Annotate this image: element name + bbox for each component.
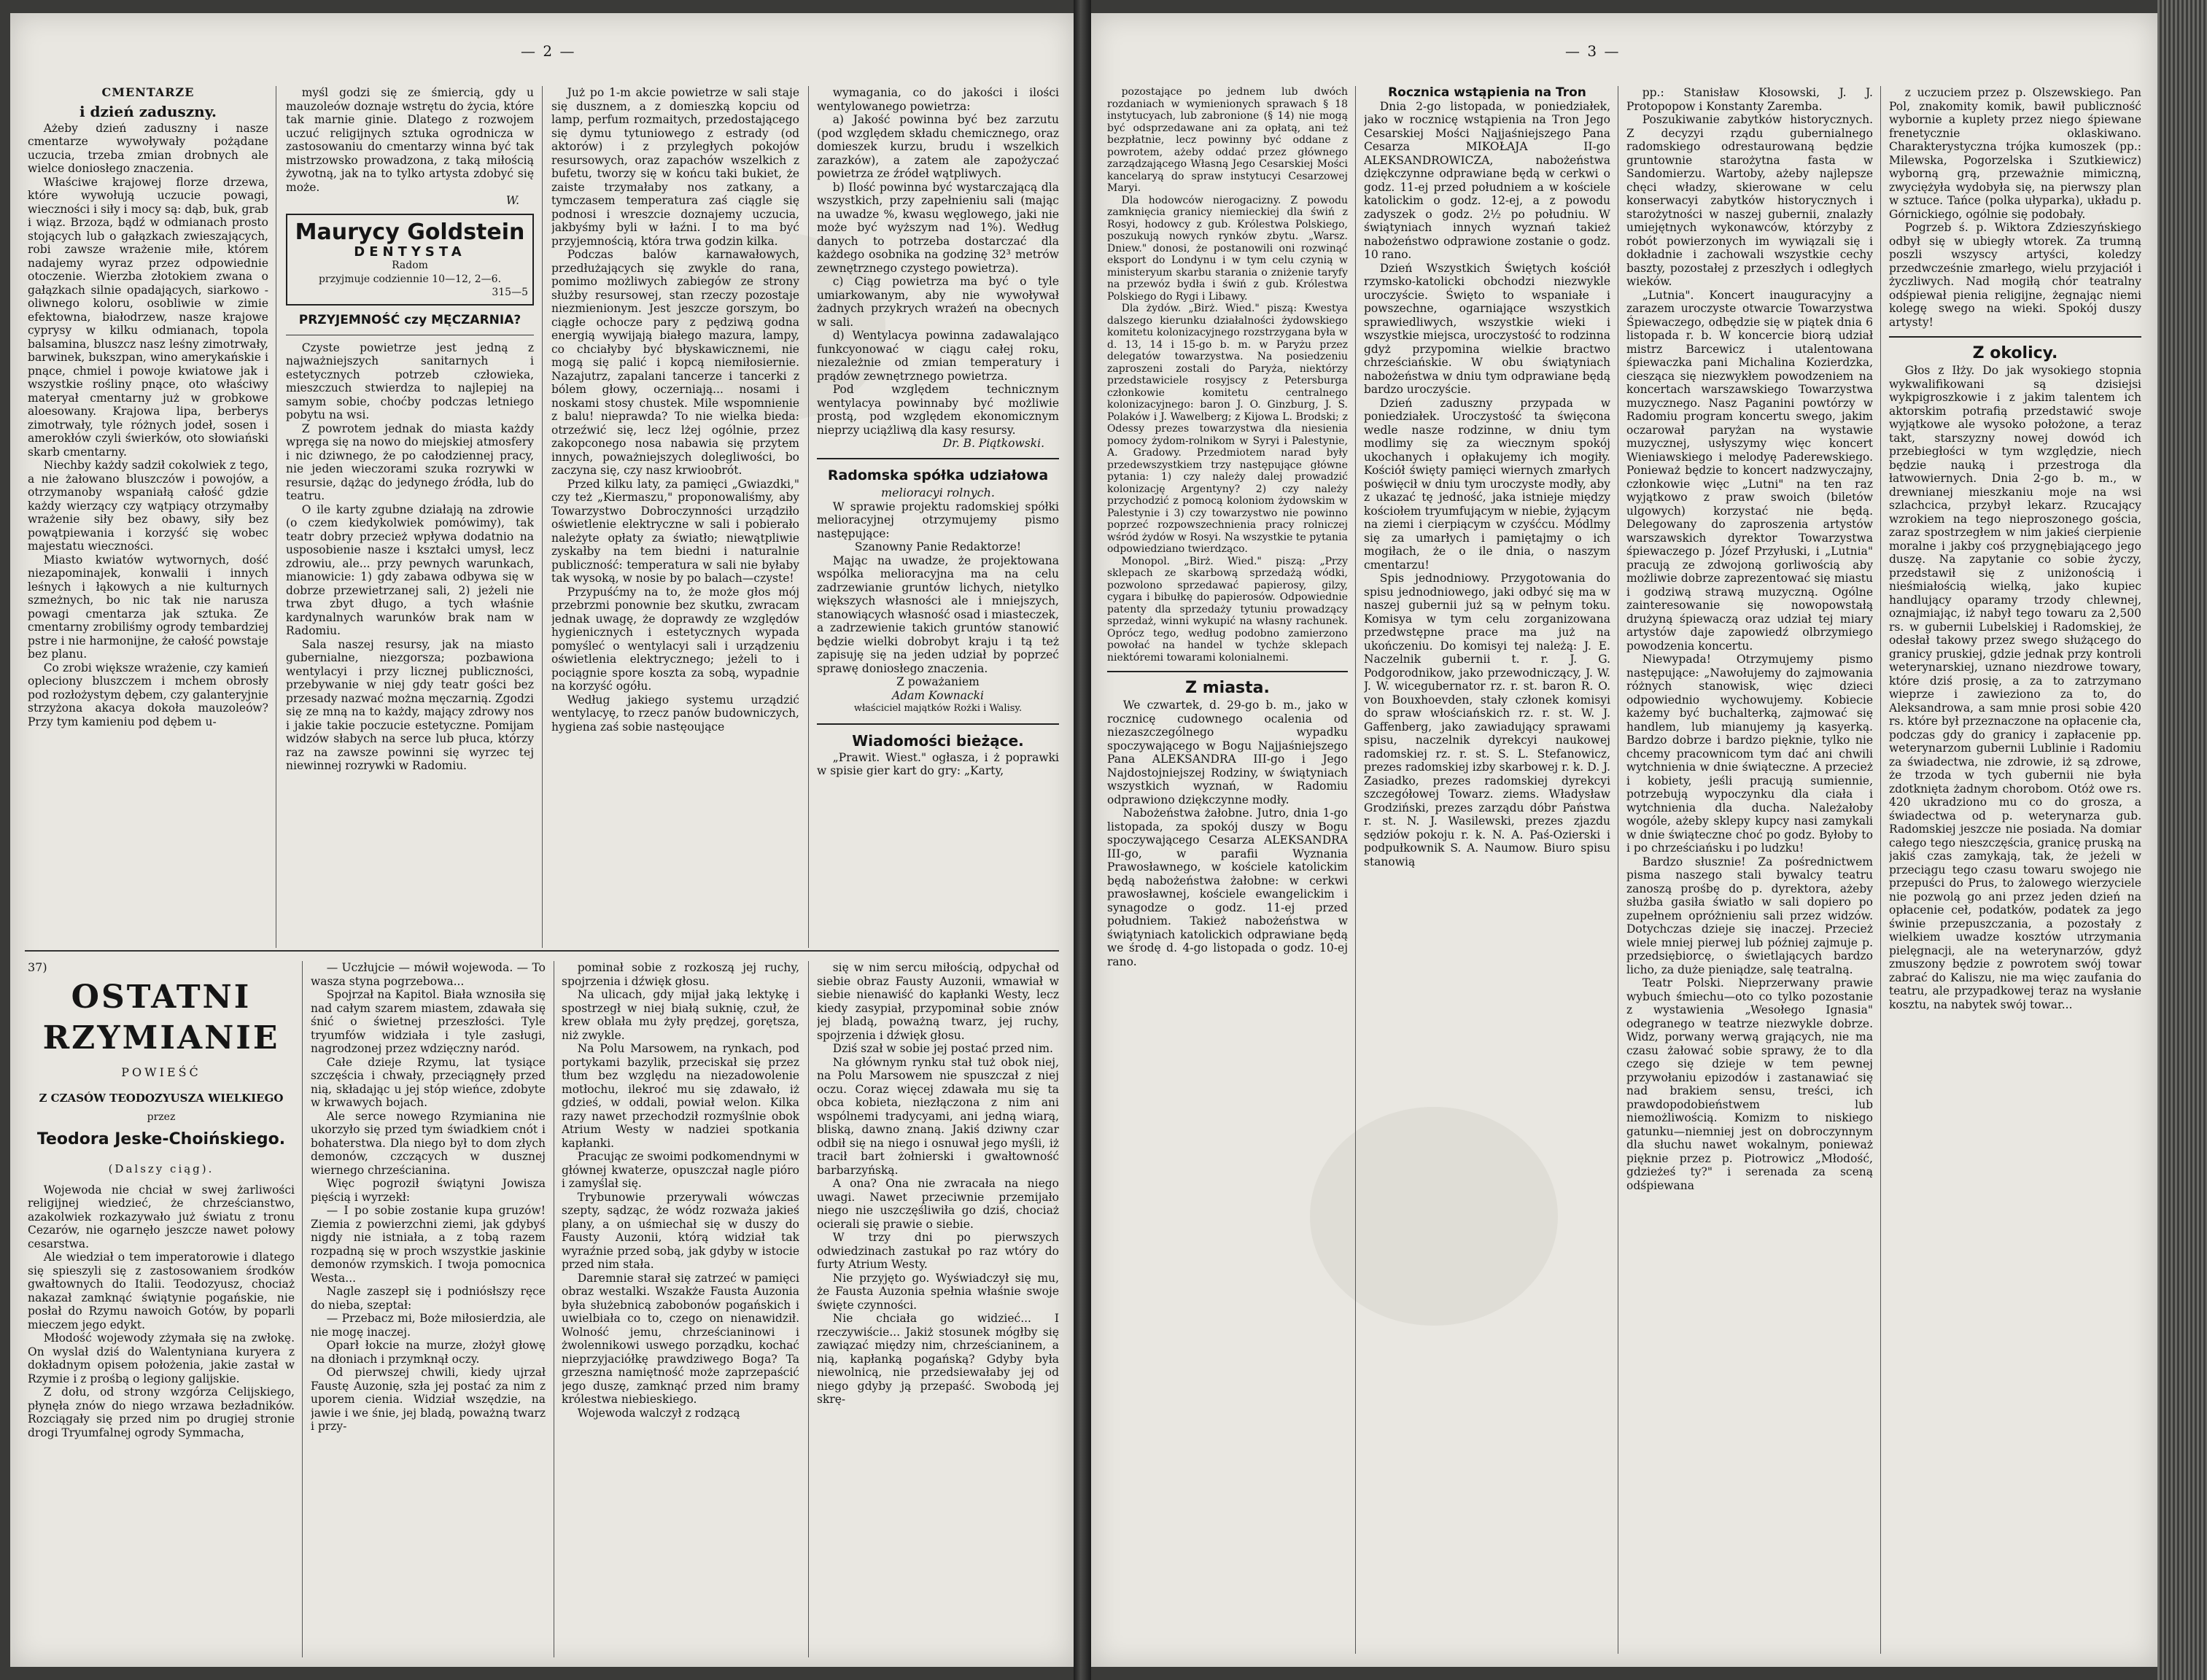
paragraph: z uczuciem przez p. Olszewskiego. Pan Pol, znakomity komik, bawił publiczność wybornie a kuplety przez niego śpiewane frenetycznie oklaskiwano. Charakterystyczna trójka kumoszek (pp.: Milewska, Pogorzelska i Szutkiewicz) wyborną grą, przeważnie mimiczną, zwyciężyła wydobyła się, na pierwszy plan w sztuce. Tańce (polka ułyparka), układu p. Górnickiego, ogólnie się podobały. (1889, 86, 2141, 221)
paragraph: Wojewoda nie chciał w swej żarliwości religijnej wiedzieć, że chrześcianstwo, azakolwiek rozkazywało już światu z tronu Cezarów, nie ogarnęło jeszcze nawet połowy cesarstwa. (28, 1183, 295, 1251)
serial-continued: (Dalszy ciąg). (108, 1162, 214, 1175)
left-page (10, 13, 1074, 1667)
paragraph: Już po 1-m akcie powietrze w sali staje się dusznem, a z domieszką kopciu od lamp, perfum rozmaitych, przedostającego się dymu tytuniowego z estrady (od aktorów) i z przyległych pokojów resursowych, oraz zapachów wszelkich z bufetu, tworzy się w końcu taki bukiet, że zaiste trzymałaby nos zatkany, a tymczasem temperatura zaś ciągle się podnosi i wreszcie doznajemy uczucia, jakbyśmy byli w łaźni. I to ma być przyjemnością, która trwa godzin kilka. (551, 86, 799, 248)
paragraph: W sprawie projektu radomskiej spółki melioracyjnej otrzymujemy pismo następujące: (817, 499, 1059, 540)
paragraph: Według jakiego systemu urządzić wentylacyę, to rzecz panów budowniczych, hygiena zaś sobie nastęoujące (551, 693, 799, 734)
page-number-right: — 3 — (1565, 42, 1621, 60)
paragraph: — I po sobie zostanie kupa gruzów! Ziemia z powierzchni ziemi, jak gdybyś nigdy nie istniała, a z tobą razem rozpadną się w proch wszystkie jaskinie demonów rzymskich. I twoja pomocnica Westa... (311, 1204, 546, 1285)
serial-title: OSTATNI RZYMIANIE (42, 979, 280, 1057)
serial-column-4 (817, 961, 1059, 1657)
closing: Z poważaniem (896, 675, 980, 688)
paragraph: Z dołu, od strony wzgórza Celijskiego, płynęła znów do niego wrzawa bezładników. Rozciągały się przed nim po drugiej stronie drogi Tryumfalnej ogrody Symmacha, (28, 1385, 295, 1439)
paragraph: Dzień Wszystkich Świętych kościół rzymsko-katolicki obchodzi niezwykle uroczyście. Święto to wspaniałe i powszechne, ogarniające wszystkich sprawiedliwych, wszystkie wieki i wszystkie miejsca, uroczystość to rodzinna gdyż przypomina wielkie bractwo chrześciańskie. W obu świątyniach nabożeństwa w dniu tym odprawiane będą bardzo uroczyście. (1364, 261, 1610, 396)
letter-author: Adam Kownacki (892, 688, 984, 702)
paragraph: Ale serce nowego Rzymianina nie ukorzyło się przed tym świadkiem cnót i bohaterstwa. Dla niego był to dom złych demonów, czczących w dusznej wiernego chrześcianina. (311, 1109, 546, 1177)
paragraph: Miasto kwiatów wytwornych, dość niezapominajek, konwalii i innych leśnych i łąkowych a nie kulturnych szmeżnych, bo nic tak nie narusza powagi cmentarza jak sztuka. Ze cmentarny zrobiliśmy ogrody tembardziej pstre i nie harmonijne, że całość powstaje bez planu. (28, 553, 268, 661)
right-column-1 (1107, 86, 1348, 1654)
paragraph: „Lutnia". Koncert inauguracyjny a zarazem uroczyste otwarcie Towarzystwa Śpiewaczego, odbędzie się w piątek dnia 6 listopada r. b. W koncercie biorą udział mistrz Barcewicz i utalentowana śpiewaczka pani Michalina Kozierdzka, ciesząca się niezwykłem powodzeniem na koncertach warszawskiego Towarzystwa muzycznego. Nasz Paganini powtórzy w Radomiu program koncertu swego, jakim oczarował paryżan na wystawie muzycznej, usłyszymy więc koncert Wieniawskiego i melodyę Paderewskiego. Ponieważ będzie to koncert nadzwyczajny, członkowie więc „Lutni" na ten raz wyjątkowo z praw swoich (biletów ulgowych) korzystać nie będą. Delegowany do zaproszenia artystów warszawskich dyrektor Towarzystwa śpiewaczego p. Józef Przyłuski, i „Lutnia" pracują ze zdwojoną gorliwością aby możliwie dobrze zaprezentować się miastu i godziwą strawą muzyczną. Ogólne zainteresowanie się nowopowstałą drużyną śpiewaczą oraz udział tej miary artystów daje zapowiedź olbrzymiego powodzenia koncertu. (1626, 288, 1873, 653)
paragraph: Dla żydów. „Birż. Wied." piszą: Kwestya dalszego kierunku działalności żydowskiego komitetu kolonizacyjnego rozstrzygana była w d. 13, 14 i 15-go b. m. w Paryżu przez delegatów towarzystwa. Na posiedzeniu zaproszeni zostali do Paryża, niektórzy przedstawiciele rosyjscy z Petersburga członkowie komitetu centralnego kolonizacyjnego: baron J. O. Ginzburg, J. S. Polaków i J. Wawelberg; z Kijowa L. Brodski; z Odessy prezes towarzystwa dla niesienia pomocy żydom-rolnikom w Syryi i Palestynie, A. Gradowy. Przedmiotem narad były przedewszystkiem trzy następujące główne pytania: 1) czy należy dalej prowadzić kolonizację Argentyny? 2) czy należy przychodzić z pomocą koloniom żydowskim w Palestynie i 3) czy towarzystwo nie powinno poprzeć rozpowszechnienia pracy rolniczej wśród żydów w Rosyi. Na wszystkie te pytania odpowiedziano twierdząco. (1107, 303, 1348, 555)
rule (1889, 336, 2141, 338)
ad-hours: przyjmuje codziennie 10—12, 2—6. (318, 273, 502, 285)
paragraph: Ale wiedział o tem imperatorowie i dlatego się spieszyli się z zastosowaniem środków gwałtownych do Italii. Teodozyusz, chociaż nakazał zamknąć świątynie pogańskie, nie posłał do Rzymu nawoich Gotów, by poparli mieczem jego edykt. (28, 1251, 295, 1331)
paragraph: pozostające po jednem lub dwóch rozdaniach w wymienionych sprawach § 18 instytucyach, lub zabronione (§ 14) nie mogą być odsprzedawane ani za opłatą, ani też bezpłatnie, lecz powinny być oddane z powrotem, ażeby oddać przez głównego zarządzającego Własną Jego Cesarskiej Mości kancelaryą do spraw instytucyi Cesarzowej Maryi. (1107, 86, 1348, 194)
column-4 (817, 86, 1059, 946)
column-3 (551, 86, 799, 946)
paragraph: Od pierwszej chwili, kiedy ujrzał Faustę Auzonię, szła jej postać za nim z uporem cienia. Widział wszędzie, na jawie i we śnie, jej bladą, poważną twarz i przy- (311, 1366, 546, 1433)
paragraph: Na głównym rynku stał tuż obok niej, na Polu Marsowem nie spuszczał z niej oczu. Coraz więcej zdawała mu się ta obca kobieta, niezłączona z nim ani wspólnemi tradycyami, ani jedną wiarą, bliską, dawno znaną. Jakiś dziwny czar odbił się na niego i osnuwał jego myśli, iż tracił bart żołnierski i gwałtowność barbarzyńską. (817, 1055, 1059, 1177)
advertisement-goldstein (286, 214, 534, 306)
serial-column-3 (562, 961, 799, 1657)
paragraph: Co zrobi większe wrażenie, czy kamień opleciony bluszczem i mchem obrosły pod rozłożystym dębem, czy galanteryjnie strzyżona akacya dokoła mauzoleów? Przy tym kamieniu pod dębem u- (28, 661, 268, 728)
salutation: Szanowny Panie Redaktorze! (854, 540, 1022, 553)
paragraph: Nie chciała go widzieć... I rzeczywiście... Jakiż stosunek mógłby się zawiązać między nim, chrześcianinem, a nią, kapłanką pogańską? Gdyby była niewolnicą, nie przedsiewałaby jej od niego gdyby ją przepaść. Swobodą jej skrę- (817, 1312, 1059, 1406)
paragraph: Monopol. „Birż. Wied." piszą: „Przy sklepach ze skarbową sprzedażą wódki, pozwolono sprzedawać papierosy, gilzy, cygara i bibułkę do papierosów. Odpowiednie patenty dla sprzedaży tytuniu prowadzący sprzedaż, winni wykupić na własny rachunek. Oprócz tego, według podobno zamierzono powołać na handel w tychże sklepach niektóremi towarami kolonialnemi. (1107, 555, 1348, 664)
paragraph: pp.: Stanisław Kłosowski, J. J. Protopopow i Konstanty Zaremba. (1626, 86, 1873, 113)
paragraph: Przypuśćmy na to, że może głos mój przebrzmi ponownie bez skutku, zwracam jednak uwagę, że doprawdy ze względów hygienicznych i estetycznych wypada pomyśleć o wentylacyi sali i urządzeniu oświetlenia elektrycznego; jeżeli to i pociągnie spore koszta za sobą, wypadnie na korzyść ogółu. (551, 585, 799, 693)
paragraph: W trzy dni po pierwszych odwiedzinach zastukał po raz wtóry do furty Atrium Westy. (817, 1231, 1059, 1271)
paragraph: Wojewoda walczył z rodzącą (577, 1406, 740, 1420)
paragraph: Mając na uwadze, że projektowana wspólka melioracyjna ma na celu zadrzewianie gruntów lichych, nietylko większych własności ale i mniejszych, stanowiących własność osad i miasteczek, a zadrzewienie takich gruntów stanowić będzie wielki dobrobyt kraju i tą też zapisuję się na jeden udział by poprzeć sprawę doniosłego znaczenia. (817, 553, 1059, 675)
paragraph: Pod względem technicznym wentylacya powinnaby być możliwie prostą, pod względem ekonomicznym nieprzy uciążliwą dla kasy resursy. (817, 383, 1059, 437)
paragraph: Całe dzieje Rzymu, lat tysiące szczęścia i chwały, przeciągnęły przed nią, składając u jej stóp wieńce, zdobyte w krwawych bojach. (311, 1055, 546, 1109)
paragraph: Podczas balów karnawałowych, przedłużających się zwykle do rana, pomimo możliwych zabiegów ze strony służby resursowej, stan rzeczy pozostaje niezmienionym. Jest jeszcze gorszym, bo ciągłe ochocze pary z pędziwą godna energią wywijają białego mazura, lampy, co chciałyby być błyskawicznemi, nie mogą się palić i kopcą niemiłosiernie. Nazajutrz, zapalani tancerze i tancerki z bólem głowy, oczerniają... nosami i noskami stosy chustek. Mile wspomnienie z balu! nieprawda? To nie wielka bieda: otrzeźwić się, lecz lżej ogólnie, przez zakopconego nosa nabawia się przytem innych, poważniejszych dolegliwości, bo zaczyna się, czy nasz krwioobrót. (551, 248, 799, 477)
section-title: Wiadomości bieżące. (852, 731, 1024, 750)
article-cmentarze (28, 86, 268, 946)
paragraph: O ile karty zgubne działają na zdrowie (o czem kiedykolwiek pomówimy), tak teatr dobry przecież wpływa dodatnio na usposobienie nasze i kształci umysł, lecz zdrowiu, ale... przy pewnych warunkach, mianowicie: 1) gdy zabawa odbywa się w dobrze przewietrzanej sali, 2) jeżeli nie trwa zbyt długo, a tych właśnie kardynalnych warunków brak nam w Radomiu. (286, 502, 534, 637)
paragraph: Bardzo słusznie! Za pośrednictwem pisma naszego stali bywalcy teatru zanoszą prośbę do p. dyrektora, ażeby służba gasiła światło w sali dopiero po zupełnem opróżnieniu sali przez widzów. Dotychczas dzieje się inaczej. Przecież wiele mniej pierwej lub później zajmuje p. przedsiębiorcę, o świetlających bardzo licho, za duże pieniądze, salę teatralną. (1626, 855, 1873, 976)
paragraph: Pogrzeb ś. p. Wiktora Zdzieszyńskiego odbył się w ubiegły wtorek. Za trumną poszli wszyscy artyści, koledzy przedwcześnie zmarłego, wielu przyjaciół i życzliwych. Nad mogiłą chór teatralny odśpiewał pienia religijne, żegnając niemi kolegę swego na wieki. Spokój duszy artysty! (1889, 221, 2141, 329)
ad-code: 315—5 (492, 287, 528, 298)
serial-divider (25, 950, 1059, 952)
paragraph: Czyste powietrze jest jedną z najważniejszych sanitarnych i estetycznych potrzeb człowieka, mieszczuch stwierdza to najlepiej na samym sobie, choćby podczas letniego pobytu na wsi. (286, 341, 534, 421)
paragraph: Na Polu Marsowem, na rynkach, pod portykami bazylik, przeciskał się przez tłum bez względu na niezadowolenie motłochu, ilekroć mu się zdawało, iż gdzieś, w oddali, powiał welon. Kilka razy nawet przechodził rozmyślnie obok Atrium Westy w nadziei spotkania kapłanki. (562, 1042, 799, 1150)
page-number-left: — 2 — (521, 42, 576, 60)
paragraph: Ażeby dzień zaduszny i nasze cmentarze wywoływały pożądane uczucia, trzeba zmian drobnych ale wielce doniosłego znaczenia. (28, 121, 268, 175)
book-page-edges (2157, 0, 2207, 1680)
serial-author: Teodora Jeske-Choińskiego. (36, 1129, 286, 1148)
paragraph: a) Jakość powinna być bez zarzutu (pod względem składu chemicznego, oraz domieszek kurzu, brudu i wszelkich zarazków), a zatem ale zapożyczać powietrza ze źródeł wątpliwych. (817, 113, 1059, 180)
paragraph: Młodość wojewody zżymała się na zwłokę. On wyslał dziś do Walentyniana kuryera z dokładnym opisem położenia, jakie zastał w Rzymie i z prośbą o legiony galijskie. (28, 1331, 295, 1385)
paragraph: Na ulicach, gdy mijał jaką lektykę i spostrzegł w niej białą suknię, czuł, że krew oblała mu żyły prędzej, gorętsza, niż zwykle. (562, 988, 799, 1042)
paragraph: Trybunowie przerywali wówczas szepty, sądząc, że wódz rozważa jakieś plany, a on uśmiechał się w duszy do Fausty Auzonii, którą widział tak wyraźnie przed sobą, jak gdyby w istocie przed nim stała. (562, 1190, 799, 1271)
column-rule (808, 86, 809, 948)
paragraph: Dzień zaduszny przypada w poniedziałek. Uroczystość ta święcona wedle nasze rodzinne, w dniu tym modlimy się za wiecznym spokój ukochanych i opłakujemy ich mogiły. Kościół święty pamięci wiernych zmarłych poświęcił w dniu tym uroczyste modły, aby z ukazać tę jedność, jaka istnieje między kościołem tryumfującym w niebie, żyjącym na ziemi i cierpiącym w czyśćcu. Módlmy się za umarłych i pamiętajmy o ich mogiłach, że o ile dnia, o naszym cmentarzu! (1364, 396, 1610, 572)
paragraph: myśl godzi się ze śmiercią, gdy u mauzoleów doznaje wstrętu do życia, które tak marnie ginie. Dlatego z rozwojem uczuć religijnych sztuka ogrodnicza w zastosowaniu do cmentarzy winna być tak mistrzowsko prowadzona, z taką miłością żywotną, jak na to tylko artysta zdobyć się może. (286, 86, 534, 194)
section-title: Z okolicy. (1972, 344, 2058, 362)
paragraph: Poszukiwanie zabytków historycznych. Z decyzyi rządu gubernialnego radomskiego odrestaurowaną będzie gruntownie starożytna fasta w Sandomierzu. Wartoby, ażeby najlepsze chęci władzy, skierowane w celu konserwacyi zabytków historycznych i starożytności w naszej gubernii, znalazły umiejętnych wykonawców, którzyby z robót powierzonych im wywiązali się i dokładnie i zachowali wszystkie cechy baszty, pozostałej z przeszłych i odległych wieków. (1626, 113, 1873, 288)
paragraph: Dnia 2-go listopada, w poniedziałek, jako w rocznicę wstąpienia na Tron Jego Cesarskiej Mości Najjaśniejszego Pana Cesarza MIKOŁAJA II-go ALEKSANDROWICZA, nabożeństwa dziękczynne odprawiane będą w cerkwi o godz. 11-ej przed południem a w kościele katolickim o godz. 12-ej, a z powodu zadyszek o godz. 2½ po południu. W świątyniach innych wyznań takież nabożeństwo odprawione zostanie o godz. 10 rano. (1364, 99, 1610, 261)
column-rule (302, 961, 303, 1657)
paragraph: Niechby każdy sadził cokolwiek z tego, a nie żałowano bluszczów i powojów, a otrzymanoby wspaniałą całość gdzie każdy wierzący czy wątpiący otrzymałby wrażenie siły bez obawy, siły bez powątpiewania i korzyść się wobec majestatu wieczności. (28, 459, 268, 553)
column-rule (808, 961, 809, 1657)
serial-column-1 (28, 961, 295, 1657)
paragraph: Spojrzał na Kapitol. Biała wznosiła się nad całym szarem miastem, zdawała się śnić o świetnej przeszłości. Tyle tryumfów widziała i tyle zasługi, nagrodzonej przez wdzięczny naród. (311, 988, 546, 1055)
paragraph: pominał sobie z rozkoszą jej ruchy, spojrzenia i dźwięk głosu. (562, 961, 799, 988)
section-title: Z miasta. (1185, 679, 1270, 697)
serial-column-2 (311, 961, 546, 1657)
paragraph: Więc pogroził świątyni Jowisza pięścią i wyrzekł: (311, 1177, 546, 1204)
paragraph: — Przebacz mi, Boże miłosierdzia, ale nie mogę inaczej. (311, 1312, 546, 1339)
column-2 (286, 86, 534, 946)
letter-author-title: właściciel majątków Rożki i Walisy. (853, 703, 1023, 714)
paragraph: Dla hodowców nierogacizny. Z powodu zamknięcia granicy niemieckiej dla świń z Rosyi, hodowcy z gub. Królestwa Polskiego, poszukują nowych rynków zbytu. „Warsz. Dniew." donosi, że postanowili oni rozwinąć eksport do Londynu i w tym celu czynią w ministeryum skarbu starania o zniżenie taryfy na przewóz bydła i świń z gub. Królestwa Polskiego do Rygi i Libawy. (1107, 194, 1348, 303)
paragraph: Głos z Iłży. Do jak wysokiego stopnia wykwalifikowani są dzisiejsi wykpigroszkowie i z jakim talentem ich aktorskim potrafią przedstawić swoje wyjątkowe ale wysoko położone, a teraz takt, starszyzny nowej dowód ich przebiegłości w tym względzie, niech będzie nauką i przestroga dla łatwowiernych. Dnia 2-go b. m., w drewnianej mieszkaniu moje na wsi szlachcica, przybył lekarz. Rzucający wzrokiem na tego nieproszonego gościa, zaraz spostrzegłem w nim jakieś cierpienie moralne i jakby coś przygnębiającego jego duszę. Na zapytanie co sobie życzy, przedstawił się z uniżonością i nieśmiałością wielką, jako kupiec handlujący oparamy trzody chlewnej, oznajmiając, iż nabył tego towaru za 2,500 rs. w gubernii Lubelskiej i Radomskiej, że odesłał takowy przez swego służącego do granicy pruskiej, gdzie jednak przy kontroli weterynarskiej, uznano niezdrowe towary, które dziś prosię, a za to zatrzymano wieprze i zawieziono za to, do Aleksandrowa, a sam mnie prosi sobie 420 rs. które był przeznaczone na opłacenie cła, podczas gdy do granicy i zapłacenie pp. weterynarzom gubernii Lublinie i Radomiu za świadectwa, nie zdrowie, iż są zdrowe, że trzoda w tych gubernii nie była zdotknięta żadnym chorobom. Otóż owe rs. 420 ukradziono mu co do grosza, a świadectwa od p. weterynarza gub. Radomskiej jeszcze nie posiada. Na domiar całego tego nieszczęścia, granicę pruską na jakiś czas zamykają, tak, że jeżeli w przeciągu tego czasu towaru swojego nie przepuści do Prus, to żalowego wierzyciele nie pozwolą go ani przez jeden dzień na opłacenie ceł, podatków, podatek za jego świnie przepuszczania, a pozostały z wielkiem uwadze kosztów utrzymania pielęgnacji, ale na weterynarzów, gdyż zmuszony będzie z powrotem swój towar zabrać do Kaliszu, nie ma więc zaufania do teatru, ale przypadkowej teraz na wysłanie kosztu, na nabytek swój towar... (1889, 364, 2141, 1011)
ad-name: Maurycy Goldstein (295, 219, 525, 245)
right-column-2 (1364, 86, 1610, 1654)
paragraph: „Prawit. Wiest." ogłasza, i ż poprawki w spisie gier kart do gry: „Karty, (817, 750, 1059, 777)
article-subtitle: melioracyi rolnych. (881, 485, 995, 499)
signature: Dr. B. Piątkowski. (942, 437, 1044, 450)
serial-genre: POWIEŚĆ (121, 1065, 201, 1079)
serial-era: Z CZASÓW TEODOZYUSZA WIELKIEGO (39, 1091, 284, 1105)
serial-number: 37) (28, 961, 47, 974)
paragraph: d) Wentylacya powinna zadawalająco funkcyonować w ciągu całej roku, niezależnie od zmian temperatury i prądów zewnętrznego powietrza. (817, 329, 1059, 383)
paragraph: Pracując ze swoimi podkomendnymi w głównej kwaterze, opuszczał nagle pióro i zamyślał się. (562, 1150, 799, 1190)
kicker: CMENTARZE (101, 86, 195, 99)
paragraph: Nabożeństwa żałobne. Jutro, dnia 1-go listopada, za spokój duszy w Bogu spoczywającego Cesarza ALEKSANDRA III-go, w parafii Wyznania Prawosławnego, w kościele katolickim będą nabożeństwa żałobne: w cerkwi prawosławnej, kościele ewangelickim i synagodze o godz. 11-ej przed południem. Takież nabożeństwa w świątyniach katolickich odprawiane będą we środę d. 4-go listopada o godz. 10-ej rano. (1107, 806, 1348, 968)
article-title: i dzień zaduszny. (79, 102, 217, 120)
paragraph: Właściwe krajowej florze drzewa, które wywołują uczucie powagi, wieczności i siły i mocy są: dąb, buk, grab i wiąz. Brzoza, bądź w odmianach prosto stojących lub o gałązkach zwieszających, robi zawsze wrażenie miłe, którem nadajemy wyraz przez odpowiednie otoczenie. Wierzba złotokiem zwana o gałązkach silnie opadających, siarkowo - oliwnego koloru, osobliwie w zimie efektowna, białodrzew, nasze krajowe cyprysy w kilku odmianach, topola balsamina, bluszcz nasz leśny zimotrwały, barwinek, bukszpan, wino amerykańskie i pnące, chmiel i powoje kwiatowe jak i wszystkie rośliny pnące, oto właściwy materyał cmentarny już w grobkowe aloesowany. Krajowa lipa, berberys zimotrwały, tyle różnych jodeł, sosen i amerokłów czyli świerków, oto słowiański skarb cmentarny. (28, 175, 268, 459)
paragraph: — Uczłujcie — mówił wojewoda. — To wasza styna pogrzebowa... (311, 961, 546, 988)
paragraph: Dziś szał w sobie jej postać przed nim. (832, 1042, 1053, 1055)
paragraph: Oparł łokcie na murze, złożył głowę na dłoniach i przymknął oczy. (311, 1339, 546, 1366)
paragraph: Nie przyjęto go. Wyświadczył się mu, że Fausta Auzonia spełnia właśnie swoje święte czynności. (817, 1271, 1059, 1312)
right-column-3 (1626, 86, 1873, 1654)
right-page (1091, 13, 2157, 1667)
paragraph: Spis jednodniowy. Przygotowania do spisu jednodniowego, jaki odbyć się ma w naszej gubernii już są w pełnym toku. Komisya w tym celu zorganizowana przedwstępne prace ma już na ukończeniu. Do komisyi tej należą: J. E. Naczelnik gubernii t. r. J. G. Podgorodnikow, jako przewodniczący, J. W. J. W. wicegubernator rz. r. st. baron R. O. von Bouxhoevden, stały członek komisyi do spraw włościańskich rz. r. st. W. J. Gaffenberg, jako zawiadujący sprawami spisu, naczelnik dyrekcyi naukowej radomskiej rz. r. st. S. L. Stefanowicz, prezes radomskiej izby skarbowej r. k. D. J. Zasiadko, prezes radomskiej dyrekcyi szczegółowej Towarz. ziems. Władysław Grodziński, prezes zarządu dóbr Państwa r. st. N. J. Wasilewski, prezes zjazdu sędziów pokoju r. k. N. A. Paś-Ozierski i podpułkownik S. A. Naumow. Biuro spisu stanowią (1364, 572, 1610, 868)
paragraph: Z powrotem jednak do miasta każdy wpręga się na nowo do miejskiej atmosfery i nic dziwnego, że po całodziennej pracy, nie jeden wieczorami szuka rozrywki w resursie, dążąc do jedynego źródła, lub do teatru. (286, 421, 534, 502)
paragraph: A ona? Ona nie zwracała na niego uwagi. Nawet przeciwnie przemijało niego nie uszczęśliwiła go dziś, chociaż ocierali się prawie o siebie. (817, 1177, 1059, 1231)
paragraph: Przed kilku laty, za pamięci „Gwiazdki," czy też „Kiermaszu," proponowaliśmy, aby Towarzystwo Dobroczynności urządziło oświetlenie elektryczne w sali i pobierało należyte opłaty za światło; niewątpliwie zyskałby na tem biedni i naturalnie publiczność: temperatura w sali nie byłaby tak wysoką, w nosie by po balach—czyste! (551, 477, 799, 585)
paragraph: Niewypada! Otrzymujemy pismo następujące: „Nawołujemy do zajmowania różnych stanowisk, więc dzieci odpowiednio wychowujemy. Kobiecie każemy być buchalterką, zajmować się handlem, lub mianujemy ją kasyerką. Bardzo dobrze i bardzo pięknie, tylko nie chcemy pracownicom tym dać ani chwili wytchnienia w dnie świąteczne. A przecież i kobiety, jeśli pracują sumiennie, potrzebują wypoczynku dla ciała i wytchnienia dla ducha. Należałoby wogóle, ażeby sklepy kupcy nasi zamykali w dnie świąteczne choć po godz. Byłoby to i po chrześciańsku i po ludzku! (1626, 653, 1873, 855)
ad-profession: DENTYSTA (354, 244, 466, 260)
rule (817, 458, 1059, 459)
paragraph: b) Ilość powinna być wystarczającą dla wszystkich, przy zapełnieniu sali (mając na uwadze %, kwasu węglowego, jaki nie może być wyższym nad 1%). Według danych to potrzeba dostarczać dla każdego osobnika na godzinę 32³ metrów zewnętrznego czystego powietrza). (817, 180, 1059, 275)
article-title: Radomska spółka udziałowa (827, 467, 1049, 483)
paragraph: się w nim sercu miłością, odpychał od siebie obraz Fausty Auzonii, wmawiał w siebie nienawiść do kapłanki Westy, lecz kiedy zasypiał, przypominał sobie znów jej bladą, poważną twarz, jej ruchy, spojrzenia i dźwięk głosu. (817, 961, 1059, 1042)
serial-by: przez (147, 1111, 176, 1123)
paragraph: Daremnie starał się zatrzeć w pamięci obraz westalki. Wszakże Fausta Auzonia była służebnicą zabobonów pogańskich i uwielbiała co to, czego on nienawidził. Wolność jemu, chrześcianinowi i żwolennikowi uswego porządku, kochać nieprzyjaciółkę prawdziwego Boga? Ta grzeszna namiętność może zaprzepaścić jego duszę, zamknąć przed nim bramy królestwa niebieskiego. (562, 1271, 799, 1406)
rule (1107, 671, 1348, 672)
article-title: Rocznica wstąpienia na Tron (1388, 86, 1586, 100)
ad-city: Radom (392, 260, 428, 271)
paragraph: c) Ciąg powietrza ma być o tyle umiarkowanym, aby nie wywoływał żadnych przykrych wrażeń na obecnych w sali. (817, 275, 1059, 329)
right-column-4 (1889, 86, 2141, 1654)
column-rule (1355, 86, 1356, 1654)
column-rule (1880, 86, 1881, 1654)
article-title: PRZYJEMNOŚĆ czy MĘCZARNIA? (298, 312, 521, 327)
paragraph: We czwartek, d. 29-go b. m., jako w rocznicę cudownego ocalenia od niezaszczególnego wypadku spoczywającego w Bogu Najjaśniejszego Pana ALEKSANDRA III-go i Jego Najdostojniejszej Rodziny, w świątyniach wszystkich wyznań, w Radomiu odprawiono dziękczynne modły. (1107, 699, 1348, 806)
paragraph: Sala naszej resursy, jak na miasto gubernialne, niezgorsza; pozbawiona wentylacyi i przy licznej publiczności, przebywanie w niej gdy teatr gości bez przesady nazwać można męczarnią. Zgodzi się ze mną na to każdy, mający zdrowy nos i jakie takie poczucie estetyczne. Pomijam widzów słabych na serce lub płuca, którzy raz na zawsze powinni się wyrzec tej niewinnej rozrywki w Radomiu. (286, 637, 534, 772)
paragraph: wymagania, co do jakości i ilości wentylowanego powietrza: (817, 86, 1059, 113)
column-rule (542, 86, 543, 948)
paragraph: Nagle zaszepł się i podniósłszy ręce do nieba, szeptał: (311, 1285, 546, 1312)
paragraph: Teatr Polski. Nieprzerwany prawie wybuch śmiechu—oto co tylko pozostanie z wystawienia „Wesołego Ignasia" odegranego w teatrze niezwykle dobrze. Widz, porwany werwą grających, nie ma czasu żałować sobie sprawy, że to dla czego się dzieje w tem pewnej przywołaniu epizodów i zastanawiać się nad brakiem sensu, treści, ich prawdopodobieństwem lub niemożliwością. Komizm to niskiego gatunku—niemniej jest on dobroczynnym dla słuchu nawet wokalnym, ponieważ pięknie przez p. Piotrowicz „Młodość, gdzieżeś ty?" i serenada za sceną odśpiewana (1626, 976, 1873, 1192)
signature: W. (505, 194, 519, 207)
rule (817, 723, 1059, 725)
serial-header (28, 961, 295, 1176)
binding-gutter (1074, 0, 1091, 1680)
